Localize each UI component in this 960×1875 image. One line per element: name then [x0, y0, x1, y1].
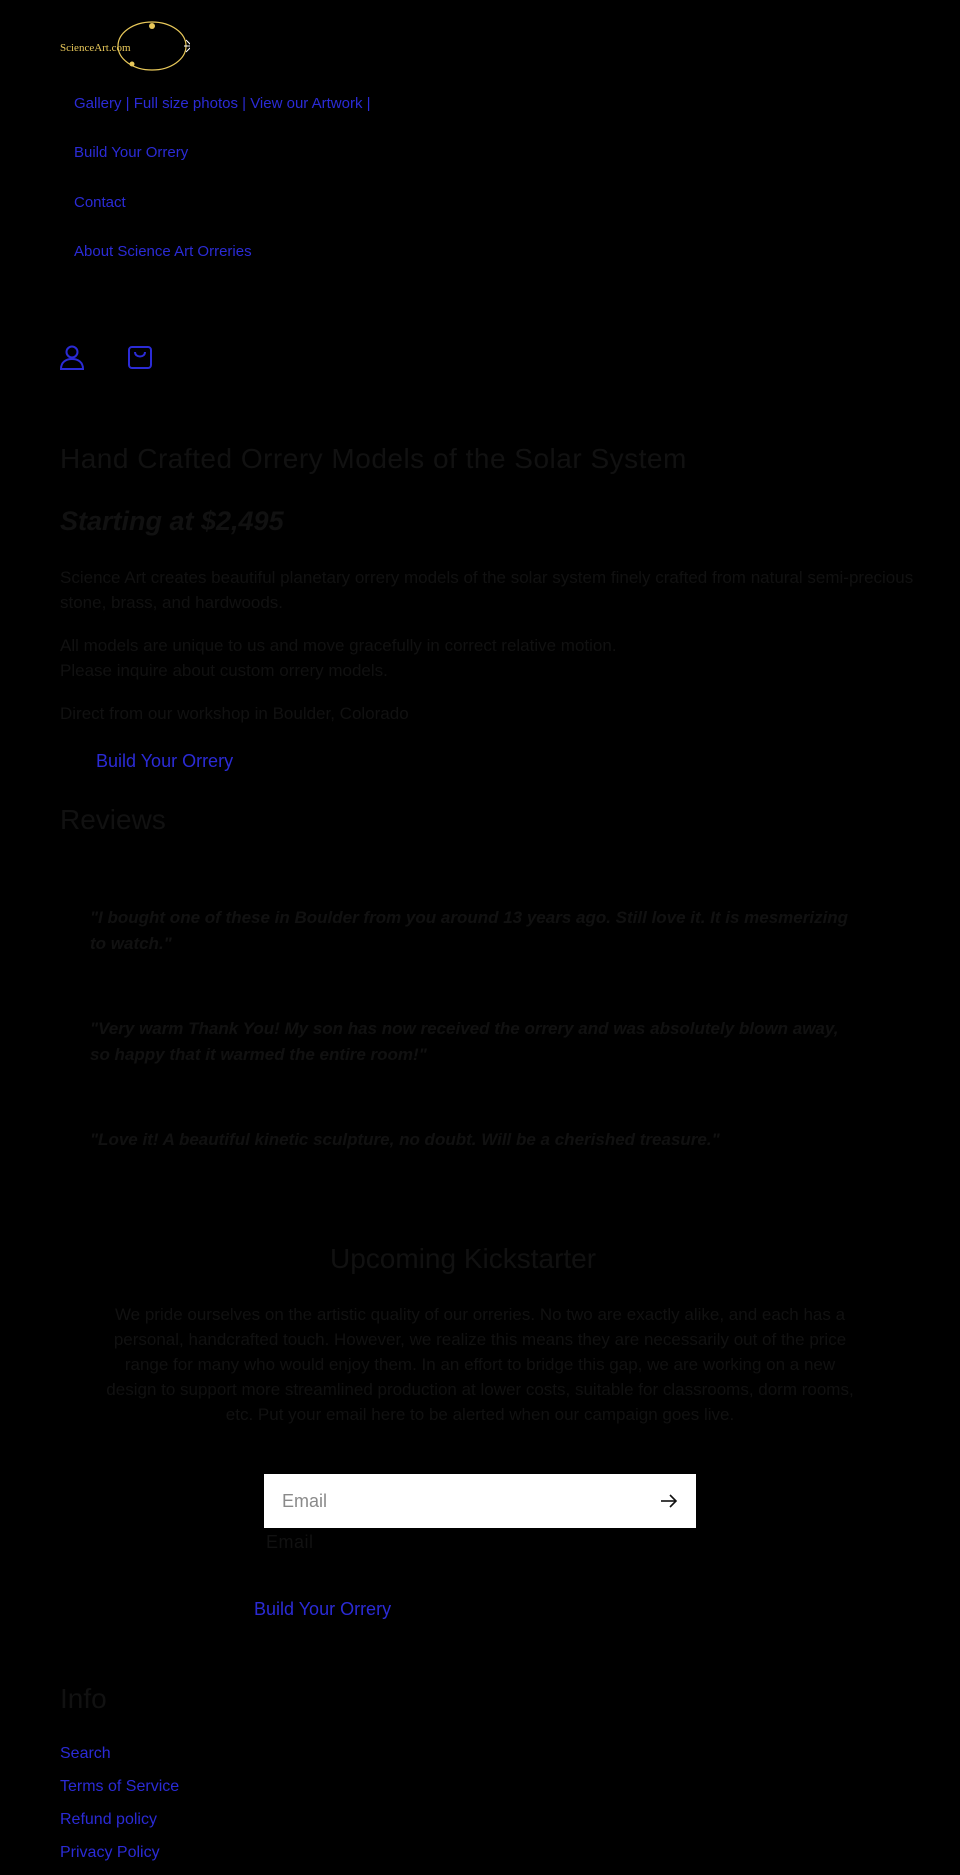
kickstarter-text: We pride ourselves on the artistic quality of our orreries. No two are exactly alike, and each has a personal, handcrafted touch. However, we realize this means they are necessarily out of the price range for many who would enjoy them. In an effort to bridge this gap, we are working on a new design to support more streamlined production at lower costs, suitable for classrooms, dorm rooms, etc. Put your email here to be alerted when our campaign goes live. [106, 1305, 854, 1424]
build-orrery-button-2[interactable]: Build Your Orrery [254, 1599, 392, 1619]
email-signup-form [264, 1474, 696, 1528]
logo-text: ScienceArt.com [60, 42, 131, 54]
email-input[interactable] [264, 1474, 644, 1528]
reviews-heading: Reviews [60, 804, 166, 835]
hero-paragraph-2-line-1: All models are unique to us and move gracefully in correct relative motion. [60, 636, 617, 655]
review-quote: "Love it! A beautiful kinetic sculpture, no doubt. Will be a cherished treasure." [90, 1130, 720, 1149]
arrow-right-icon[interactable] [656, 1488, 682, 1514]
nav-item-gallery[interactable]: Gallery | Full size photos | View our Artwork | [74, 95, 371, 112]
orbit-logo-icon [60, 18, 190, 74]
footer-link-terms[interactable]: Terms of Service [60, 1778, 180, 1795]
hero-paragraph-2 [60, 633, 920, 683]
cart-icon[interactable] [126, 343, 154, 371]
hero-paragraph-1: Science Art creates beautiful planetary orrery models of the solar system finely crafted from natural semi-precious stone, brass, and hardwoods. [60, 568, 914, 612]
price-text: Starting at $2,495 [60, 506, 284, 536]
account-icon[interactable] [58, 343, 86, 371]
footer-link-search[interactable]: Search [60, 1745, 111, 1762]
nav-item-about[interactable]: About Science Art Orreries [74, 243, 252, 260]
nav-item-contact[interactable]: Contact [74, 194, 126, 211]
kickstarter-heading: Upcoming Kickstarter [330, 1243, 597, 1274]
hero-paragraph-2-line-2: Please inquire about custom orrery models. [60, 661, 388, 680]
footer-link-privacy[interactable]: Privacy Policy [60, 1844, 160, 1861]
review-quote: "Very warm Thank You! My son has now received the orrery and was absolutely blown away, so happy that it warmed the entire room!" [90, 1019, 839, 1064]
review-quote: "I bought one of these in Boulder from you around 13 years ago. Still love it. It is mesmerizing to watch." [90, 908, 849, 953]
hero-title: Hand Crafted Orrery Models of the Solar System [60, 443, 687, 474]
email-label: Email [266, 1532, 314, 1552]
nav-item-build-orrery[interactable]: Build Your Orrery [74, 144, 189, 161]
footer-link-refund[interactable]: Refund policy [60, 1811, 157, 1828]
build-orrery-button[interactable]: Build Your Orrery [96, 751, 234, 771]
footer-heading: Info [60, 1683, 107, 1714]
hero-paragraph-3: Direct from our workshop in Boulder, Colorado [60, 704, 409, 723]
site-logo[interactable] [60, 18, 190, 74]
